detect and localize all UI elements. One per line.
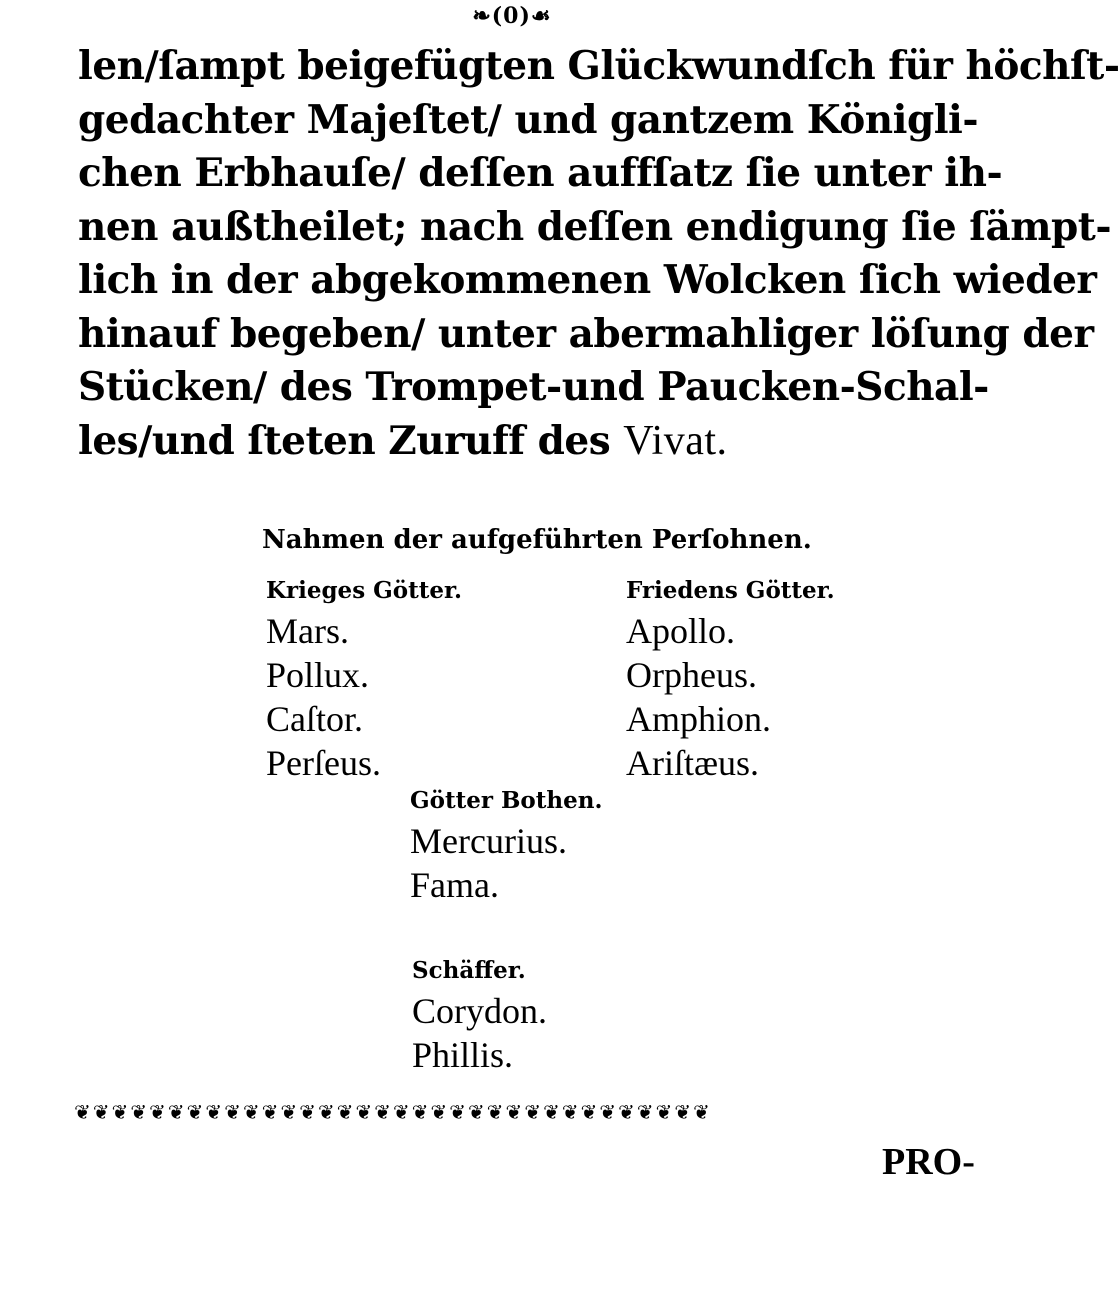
list-item: Ariſtæus. bbox=[626, 743, 760, 783]
list-item: Amphion. bbox=[626, 699, 772, 739]
name-list bbox=[626, 609, 835, 785]
list-item: Orpheus. bbox=[626, 655, 757, 695]
list-item: Phillis. bbox=[412, 1035, 514, 1075]
body-line: gedachter Majeſtet/ und gantzem Königli- bbox=[78, 96, 979, 143]
list-item: Fama. bbox=[410, 865, 499, 905]
cast-group-peace-gods bbox=[626, 573, 835, 785]
group-title: Friedens Götter. bbox=[626, 577, 835, 604]
cast-group-messengers bbox=[410, 783, 602, 907]
group-title: Götter Bothen. bbox=[410, 787, 603, 814]
list-item: Apollo. bbox=[626, 611, 736, 651]
list-item: Mars. bbox=[266, 611, 349, 651]
name-list bbox=[266, 609, 462, 785]
list-item: Pollux. bbox=[266, 655, 370, 695]
body-paragraph bbox=[78, 40, 1120, 468]
body-line: chen Erbhauſe/ deſſen auffſatz ſie unter ih- bbox=[78, 150, 1003, 196]
catchword: PRO- bbox=[882, 1141, 975, 1183]
list-item: Perſeus. bbox=[266, 743, 381, 783]
body-line-last bbox=[78, 415, 1008, 469]
list-item: Caſtor. bbox=[266, 699, 363, 739]
list-item: Mercurius. bbox=[410, 821, 567, 861]
body-line: hinauf begeben/ unter abermahliger löſung der bbox=[78, 310, 1094, 357]
cast-group-war-gods bbox=[266, 573, 462, 785]
name-list bbox=[410, 819, 602, 907]
body-line-last-text: les/und ſteten Zuruff des bbox=[78, 417, 624, 464]
body-line: lich in der abgekommenen Wolcken ſich wieder bbox=[78, 257, 1097, 303]
ornament-divider: ❦❦❦❦❦❦❦❦❦❦❦❦❦❦❦❦❦❦❦❦❦❦❦❦❦❦❦❦❦❦❦❦❦❦ bbox=[74, 1100, 712, 1124]
cast-group-shepherds bbox=[412, 953, 547, 1077]
body-line: Stücken/ des Trompet-und Paucken-Schal- bbox=[78, 364, 989, 410]
group-title: Krieges Götter. bbox=[266, 577, 463, 604]
group-title: Schäffer. bbox=[412, 957, 526, 984]
latin-word-vivat: Vivat. bbox=[623, 417, 728, 464]
name-list bbox=[412, 989, 547, 1077]
page-number: ❧(0)☙ bbox=[472, 3, 552, 29]
cast-heading: Nahmen der aufgeführten Perſohnen. bbox=[262, 525, 812, 555]
list-item: Corydon. bbox=[412, 991, 547, 1031]
body-line: nen außtheilet; nach deſſen endigung ſie ſämpt- bbox=[78, 203, 1112, 250]
body-line: len/ſampt beigefügten Glückwundſch für höchſt- bbox=[78, 43, 1120, 89]
